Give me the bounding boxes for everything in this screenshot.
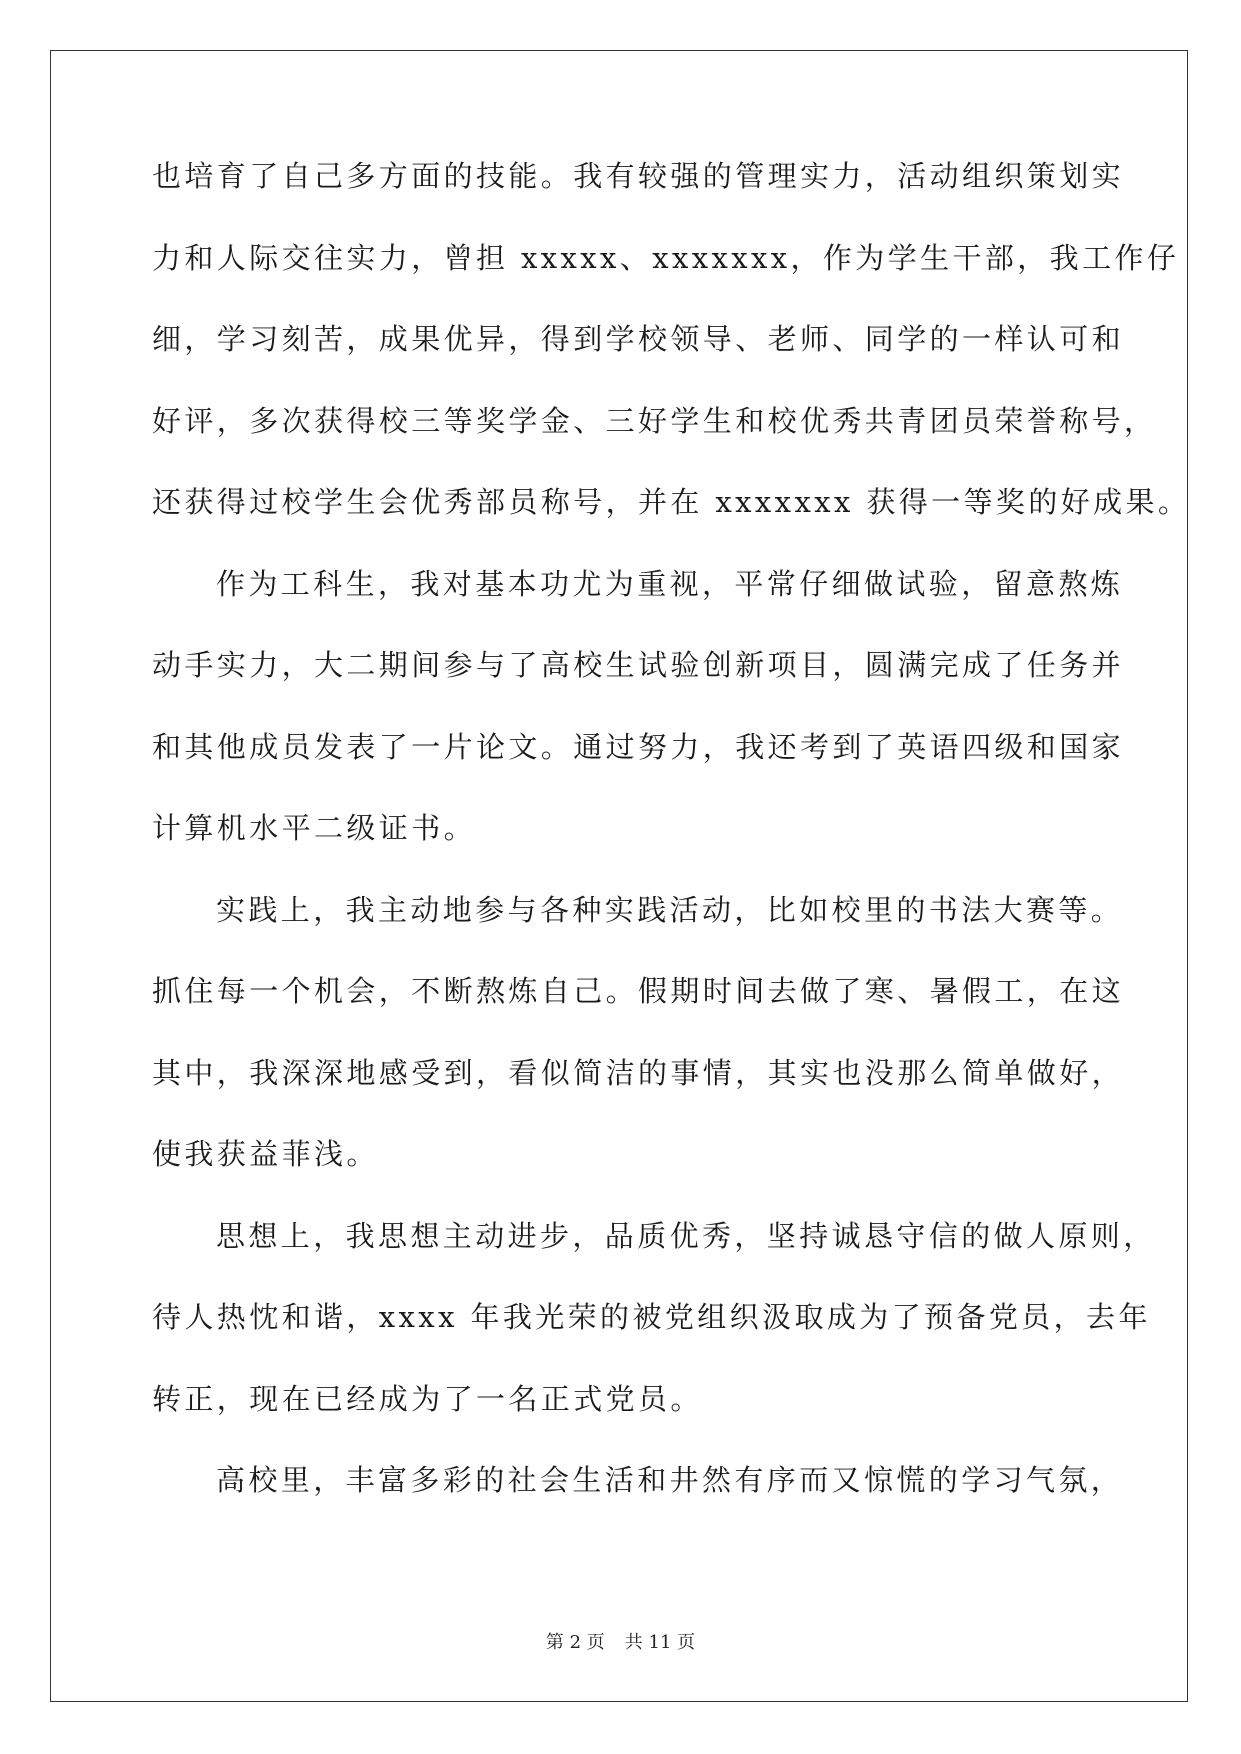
- text-line: 待人热忱和谐，xxxx 年我光荣的被党组织汲取成为了预备党员，去年: [152, 1300, 1151, 1334]
- page-footer: [0, 1628, 1241, 1654]
- page-total: 共 11 页: [624, 1632, 696, 1653]
- text-line: 其中，我深深地感受到，看似简洁的事情，其实也没那么简单做好，: [152, 1055, 1125, 1090]
- text-line: 和其他成员发表了一片论文。通过努力，我还考到了英语四级和国家: [152, 729, 1125, 764]
- text-line: 转正，现在已经成为了一名正式党员。: [152, 1381, 703, 1416]
- text-line: 高校里，丰富多彩的社会生活和井然有序而又惊慌的学习气氛，: [216, 1463, 1124, 1497]
- text-line: 实践上，我主动地参与各种实践活动，比如校里的书法大赛等。: [216, 892, 1124, 927]
- text-line: 也培育了自己多方面的技能。我有较强的管理实力，活动组织策划实: [152, 159, 1125, 193]
- page-number: 第 2 页: [545, 1632, 605, 1653]
- text-line: 抓住每一个机会，不断熬炼自己。假期时间去做了寒、暑假工，在这: [152, 974, 1125, 1008]
- text-line: 计算机水平二级证书。: [152, 811, 477, 845]
- text-line: 作为工科生，我对基本功尤为重视，平常仔细做试验，留意熬炼: [216, 566, 1124, 601]
- text-line: 还获得过校学生会优秀部员称号，并在 xxxxxxx 获得一等奖的好成果。: [152, 485, 1191, 519]
- text-line: 力和人际交往实力，曾担 xxxxx、xxxxxxx，作为学生干部，我工作仔: [152, 240, 1180, 275]
- text-line: 好评，多次获得校三等奖学金、三好学生和校优秀共青团员荣誉称号，: [152, 403, 1157, 438]
- document-body: [152, 159, 1191, 1548]
- text-line: 使我获益菲浅。: [152, 1137, 379, 1171]
- text-line: 动手实力，大二期间参与了高校生试验创新项目，圆满完成了任务并: [152, 648, 1125, 682]
- text-line: 细，学习刻苦，成果优异，得到学校领导、老师、同学的一样认可和: [152, 322, 1125, 356]
- text-line: 思想上，我思想主动进步，品质优秀，坚持诚恳守信的做人原则，: [216, 1218, 1156, 1253]
